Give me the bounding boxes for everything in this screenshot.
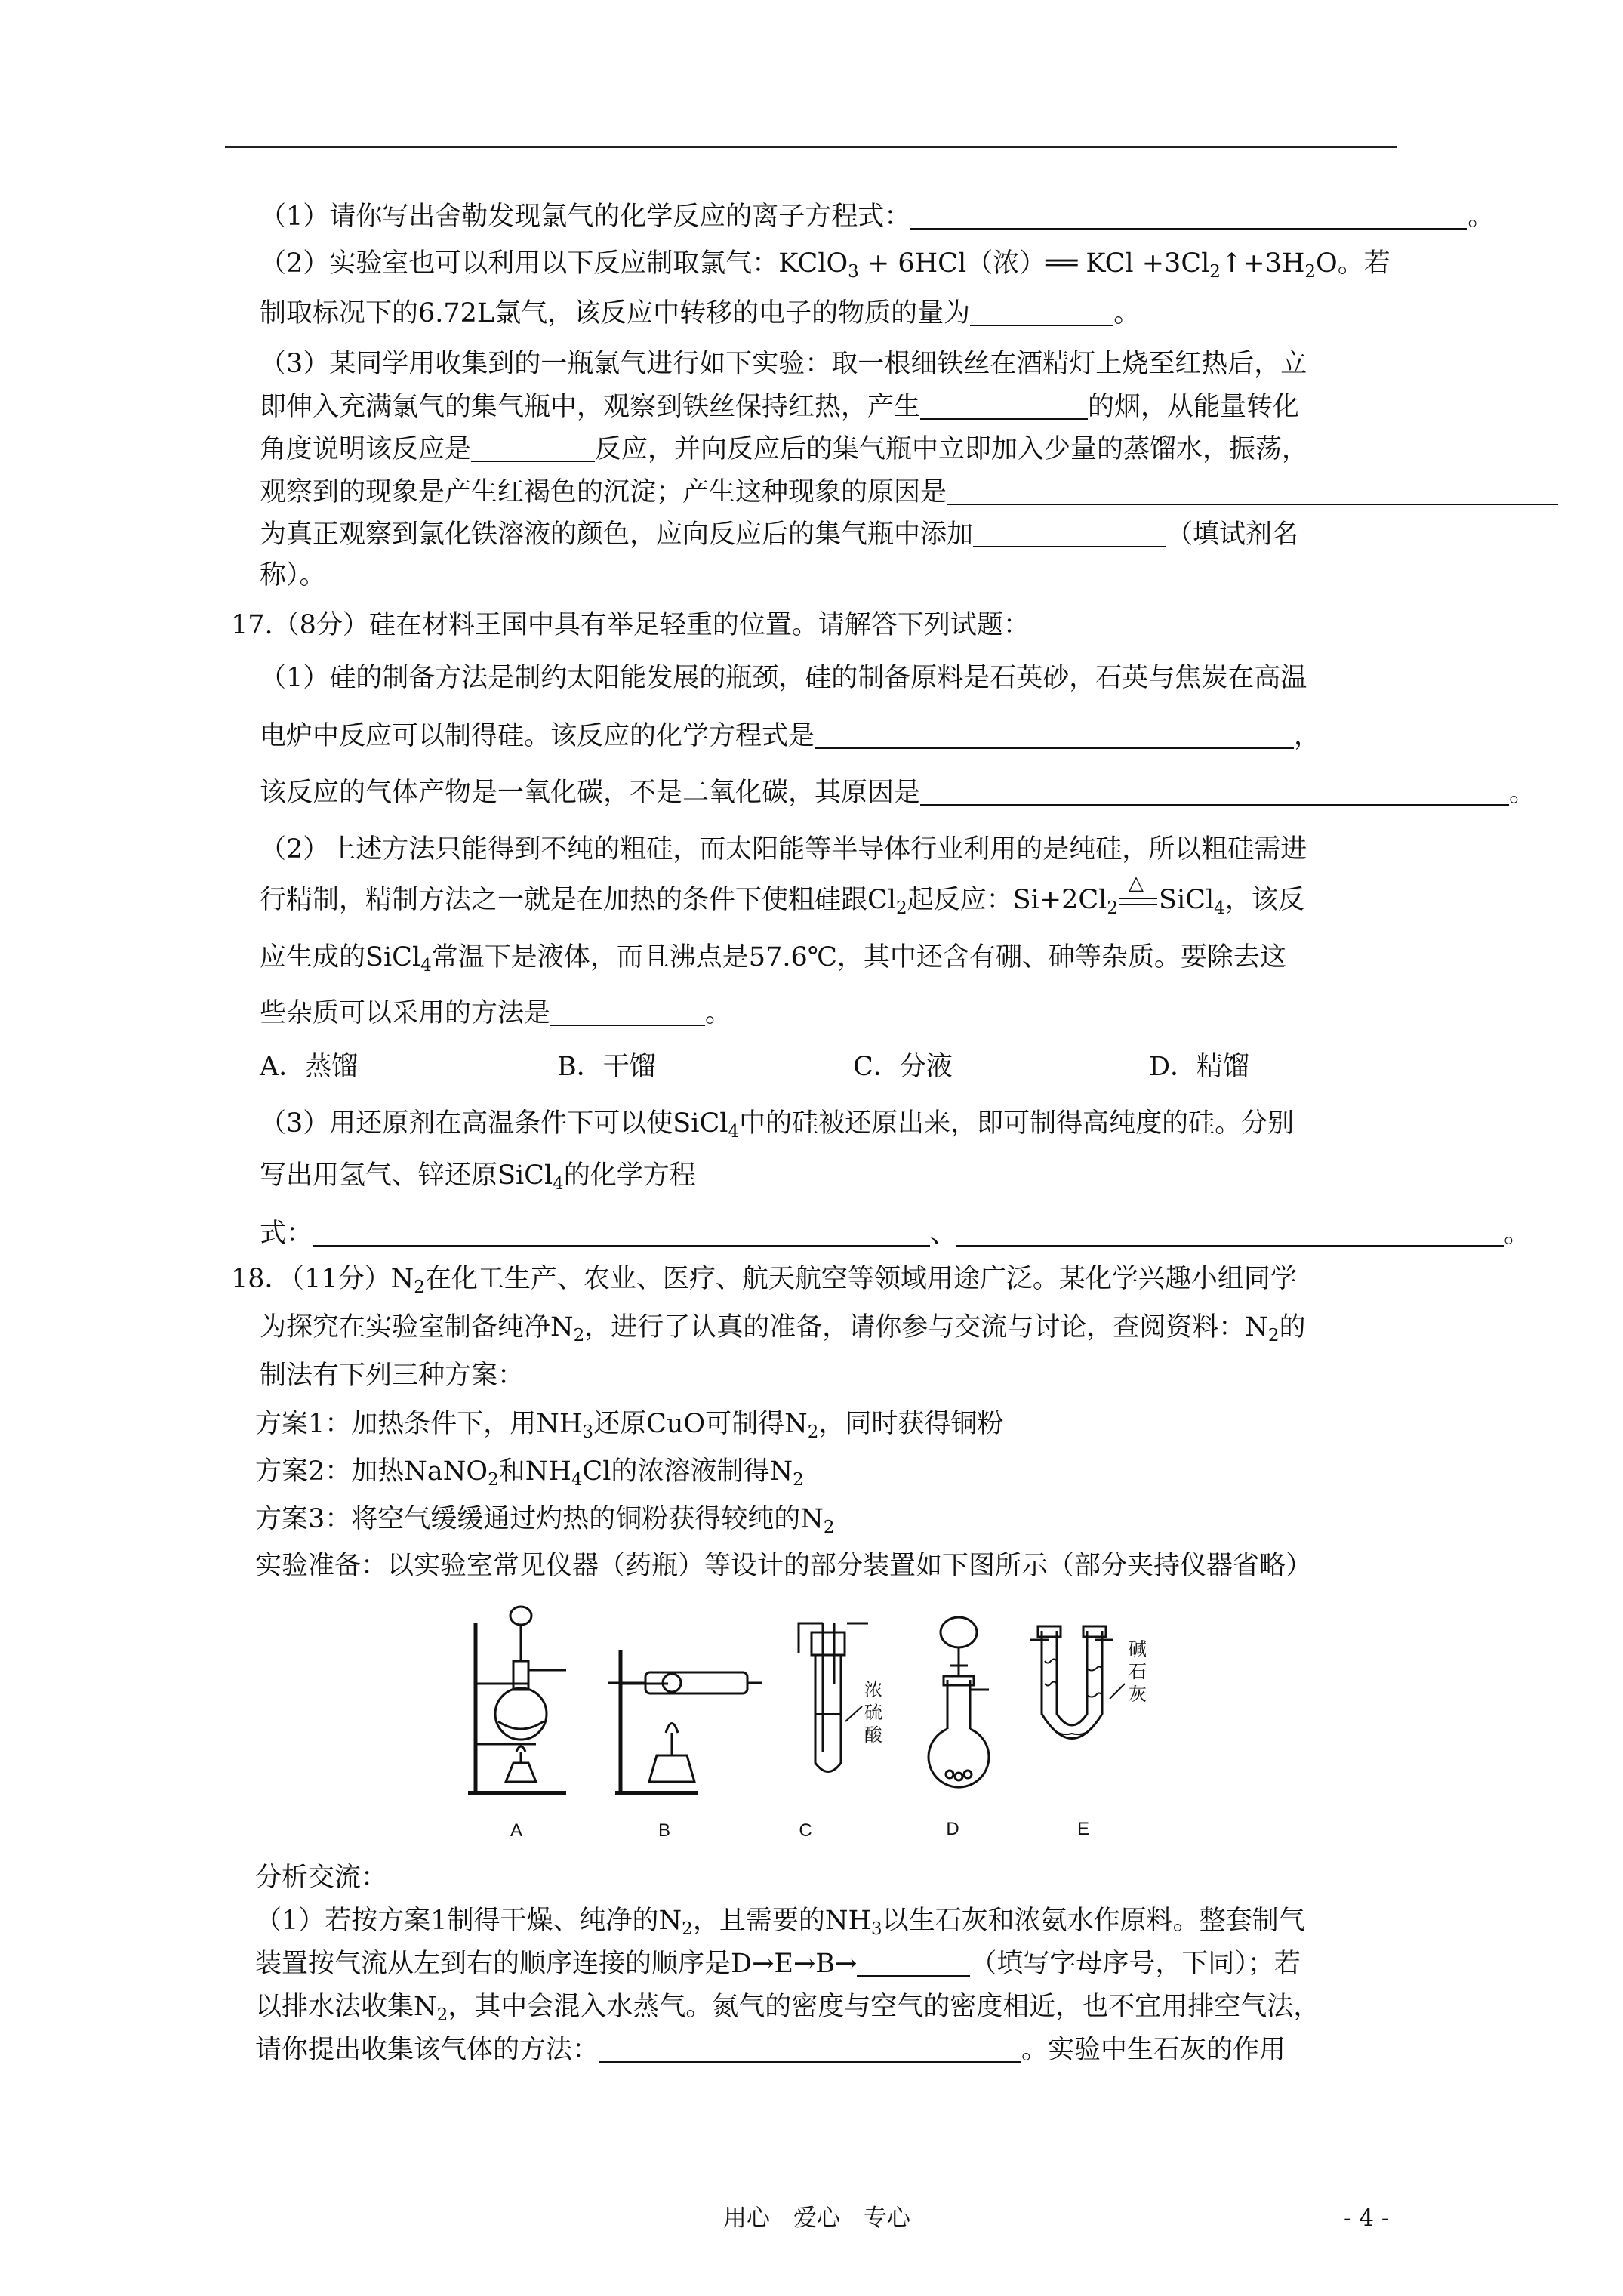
answer-blank[interactable] bbox=[920, 778, 1509, 806]
q16-part2-line2: 制取标况下的6.72L氯气，该反应中转移的电子的物质的量为 。 bbox=[260, 298, 1141, 328]
q17-title: 17.（8分）硅在材料王国中具有举足轻重的位置。请解答下列试题： bbox=[231, 610, 1030, 640]
apparatus-c bbox=[799, 1623, 868, 1772]
q17-part2-line3: 应生成的SiCl$_4$常温下是液体，而且沸点是57.6℃，其中还含有硼、砷等杂质。要除去这 bbox=[260, 942, 1286, 975]
apparatus-figure bbox=[445, 1601, 1170, 1850]
q16-part3-line4: 观察到的现象是产生红褐色的沉淀；产生这种现象的原因是 bbox=[260, 476, 1558, 509]
analysis-heading: 分析交流： bbox=[255, 1863, 388, 1893]
label-acid: 酸 bbox=[864, 1724, 882, 1746]
figure-label-c: C bbox=[799, 1820, 812, 1841]
figure-label-b: B bbox=[658, 1820, 671, 1841]
answer-blank[interactable] bbox=[947, 478, 1558, 505]
q16-part3-line1: （3）某同学用收集到的一瓶氯气进行如下实验：取一根细铁丝在酒精灯上烧至红热后，立 bbox=[260, 349, 1307, 379]
answer-blank[interactable] bbox=[956, 1219, 1504, 1247]
label-lime-1: 石 bbox=[1129, 1661, 1147, 1682]
label-sulfuric: 硫 bbox=[864, 1702, 882, 1723]
apparatus-e bbox=[1030, 1626, 1125, 1739]
q17-part2-line2: 行精制，精制方法之一就是在加热的条件下使粗硅跟$Cl_2$起反应：$Si+2Cl_2$ △ SiCl$_4$，该反 bbox=[260, 872, 1304, 918]
apparatus-d bbox=[929, 1617, 989, 1787]
option-d[interactable]: D．精馏 bbox=[1149, 1052, 1250, 1082]
label-soda: 碱 bbox=[1129, 1638, 1147, 1660]
q17-part2-line4: 些杂质可以采用的方法是 。 bbox=[260, 998, 732, 1028]
q17-part3-line2: 写出用氢气、锌还原SiCl$_4$的化学方程 bbox=[260, 1160, 696, 1194]
apparatus-b bbox=[608, 1650, 762, 1793]
analysis-1-line1: （1）若按方案1制得干燥、纯净的$N_2$，且需要的$NH_3$以生石灰和浓氨水作原料。整套制气 bbox=[255, 1906, 1305, 1939]
q16-part1: （1）请你写出舍勒发现氯气的化学反应的离子方程式： 。 bbox=[260, 202, 1495, 232]
analysis-1-line2: 装置按气流从左到右的顺序连接的顺序是D→E→B→ （填写字母序号，下同）；若 bbox=[255, 1949, 1301, 1979]
apparatus-a bbox=[468, 1607, 566, 1793]
q17-part3-line1: （3）用还原剂在高温条件下可以使SiCl$_4$中的硅被还原出来，即可制得高纯度的硅。分别 bbox=[260, 1108, 1295, 1142]
answer-blank[interactable] bbox=[920, 393, 1088, 420]
answer-blank[interactable] bbox=[857, 1949, 970, 1977]
figure-label-d: D bbox=[946, 1819, 959, 1839]
analysis-1-line3: 以排水法收集$N_2$，其中会混入水蒸气。氮气的密度与空气的密度相近，也不宜用排空气法， bbox=[255, 1992, 1320, 2025]
figure-label-a: A bbox=[510, 1820, 523, 1841]
label-lime-2: 灰 bbox=[1129, 1684, 1147, 1705]
experiment-prep: 实验准备：以实验室常见仪器（药瓶）等设计的部分装置如下图所示（部分夹持仪器省略） bbox=[255, 1551, 1313, 1581]
q16-part3-line5: 为真正观察到氯化铁溶液的颜色，应向反应后的集气瓶中添加 （填试剂名 bbox=[260, 519, 1299, 550]
header-rule bbox=[225, 146, 1397, 148]
q16-part2-line1: （2）实验室也可以利用以下反应制取氯气：KClO$_3$ + 6HCl（浓）══ KCl $+3Cl_2↑+3H_2O$。若 bbox=[260, 248, 1390, 282]
q16-part3-line3: 角度说明该反应是 反应，并向反应后的集气瓶中立即加入少量的蒸馏水，振荡， bbox=[260, 434, 1309, 464]
analysis-1-line4: 请你提出收集该气体的方法： 。实验中生石灰的作用 bbox=[255, 2035, 1286, 2065]
scheme-3: 方案3：将空气缓缓通过灼热的铜粉获得较纯的$N_2$ bbox=[255, 1504, 835, 1537]
option-b[interactable]: B．干馏 bbox=[557, 1052, 656, 1082]
answer-blank[interactable] bbox=[970, 299, 1113, 326]
q17-part3-line3: 式： 、 。 bbox=[260, 1219, 1531, 1249]
q17-part2-line1: （2）上述方法只能得到不纯的粗硅，而太阳能等半导体行业利用的是纯硅，所以粗硅需进 bbox=[260, 834, 1307, 864]
figure-label-e: E bbox=[1076, 1819, 1090, 1839]
q17-part1-line2: 电炉中反应可以制得硅。该反应的化学方程式是 ， bbox=[260, 721, 1321, 751]
q18-title: 18．（11分）$N_2$在化工生产、农业、医疗、航天航空等领域用途广泛。某化学兴趣小组同学 bbox=[231, 1264, 1297, 1297]
option-c[interactable]: C．分液 bbox=[853, 1052, 953, 1082]
answer-blank[interactable] bbox=[471, 435, 595, 462]
answer-blank[interactable] bbox=[599, 2036, 1021, 2063]
heating-equal-sign: △ bbox=[1118, 883, 1159, 917]
answer-blank[interactable] bbox=[815, 722, 1294, 749]
scheme-2: 方案2：加热NaNO$_2$和$NH_4Cl$的浓溶液制得$N_2$ bbox=[255, 1456, 804, 1490]
option-a[interactable]: A．蒸馏 bbox=[260, 1052, 359, 1082]
scheme-1: 方案1：加热条件下，用$NH_3$还原CuO可制得$N_2$，同时获得铜粉 bbox=[255, 1409, 1004, 1442]
footer-motto: 用心 爱心 专心 bbox=[723, 2205, 910, 2232]
page-number: - 4 - bbox=[1344, 2205, 1390, 2232]
answer-blank[interactable] bbox=[910, 202, 1467, 230]
answer-blank[interactable] bbox=[313, 1219, 930, 1247]
q17-part1-line3: 该反应的气体产物是一氧化碳，不是二氧化碳，其原因是 。 bbox=[260, 778, 1536, 808]
answer-blank[interactable] bbox=[973, 520, 1166, 547]
q18-line3: 制法有下列三种方案： bbox=[260, 1361, 525, 1391]
q17-part1-line1: （1）硅的制备方法是制约太阳能发展的瓶颈，硅的制备原料是石英砂，石英与焦炭在高温 bbox=[260, 663, 1307, 693]
label-concentrated: 浓 bbox=[864, 1679, 882, 1700]
answer-blank[interactable] bbox=[550, 999, 705, 1026]
q16-part3-line6: 称）。 bbox=[260, 560, 326, 590]
q16-part3-line2: 即伸入充满氯气的集气瓶中，观察到铁丝保持红热，产生 的烟，从能量转化 bbox=[260, 392, 1300, 422]
q18-line2: 为探究在实验室制备纯净$N_2$，进行了认真的准备，请你参与交流与讨论，查阅资料：$N_2$的 bbox=[260, 1312, 1306, 1345]
